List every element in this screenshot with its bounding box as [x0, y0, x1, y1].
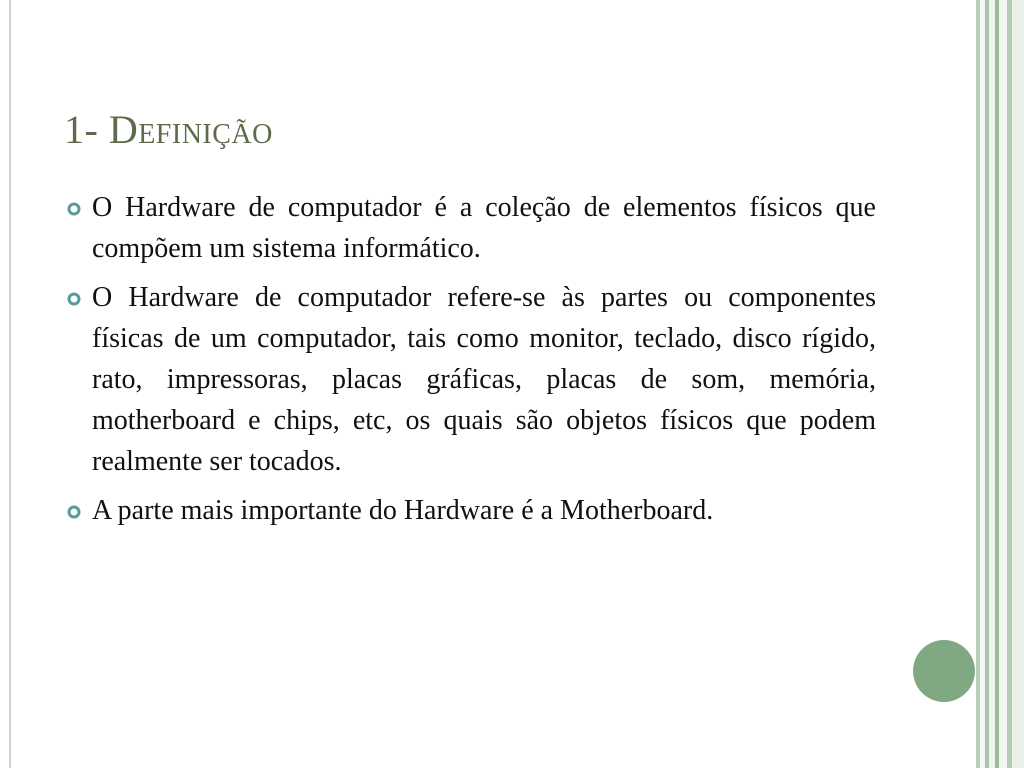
decorative-circle: [913, 640, 975, 702]
stripe: [999, 0, 1007, 768]
bullet-text: O Hardware de computador refere-se às partes ou componentes físicas de um computador, tais como monitor, teclado, disco rígido, rato, impressoras, placas gráficas, placas de som, memória, motherboard e chips, etc, os quais são objetos físicos que podem realmente ser tocados.: [92, 282, 876, 477]
bullet-ring-icon: [66, 201, 82, 217]
bullet-text: O Hardware de computador é a coleção de elementos físicos que compõem um sistema informático.: [92, 192, 876, 264]
bullet-ring-icon: [66, 504, 82, 520]
bullet-item: [66, 490, 876, 531]
slide-title: 1- Definição: [64, 107, 273, 152]
stripe: [1012, 0, 1024, 768]
left-border-line: [9, 0, 11, 768]
slide-content: [66, 187, 876, 539]
bullet-text: A parte mais importante do Hardware é a Motherboard.: [92, 495, 714, 526]
bullet-item: [66, 187, 876, 269]
bullet-item: [66, 277, 876, 482]
bullet-ring-icon: [66, 291, 82, 307]
bullet-list: [66, 187, 876, 531]
